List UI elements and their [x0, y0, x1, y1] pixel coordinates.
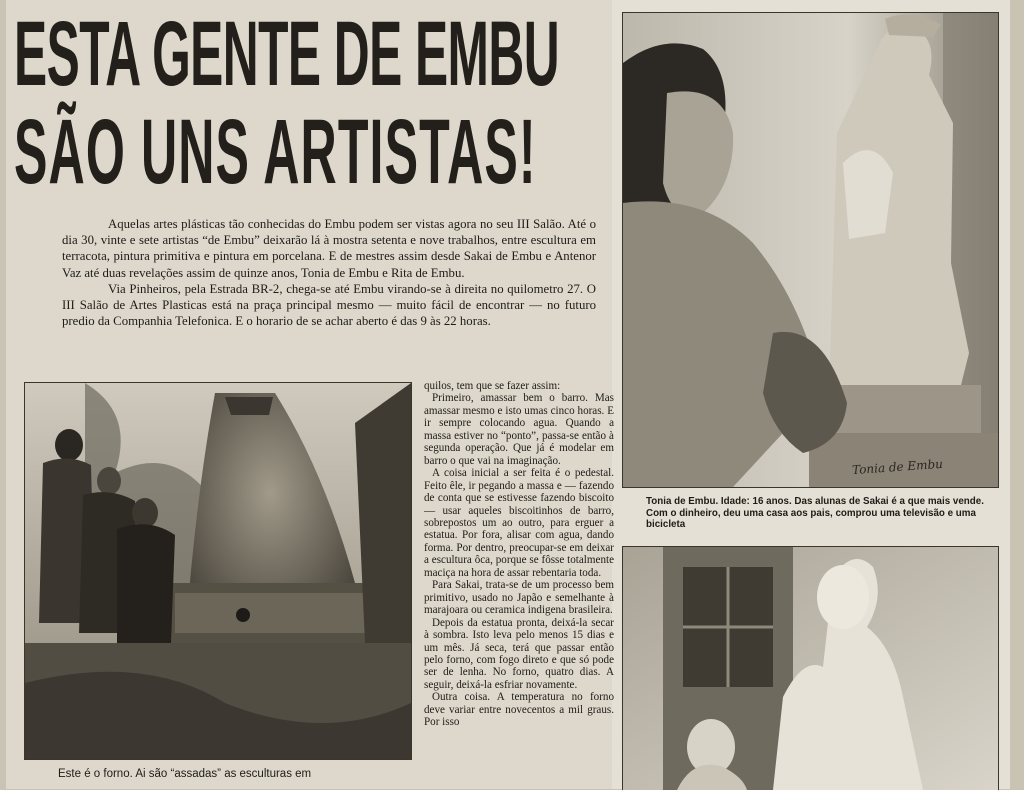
column-paragraph: A coisa inicial a ser feita é o pedestal. Feito êle, ir pegando a massa e — fazendo de conta que se estivesse fazendo biscoito — usar aqueles biscoitinhos de barro, sobrepostos um ao outro, para erguer a estatua. Por fora, alisar com agua, dando forma. Por dentro, preocupar-se em deixar a escultura ôca, porque se fôsse totalmente maciça na hora de assar rebentaria toda. [424, 467, 614, 579]
kiln-photo-icon [24, 382, 412, 760]
column-paragraph: Primeiro, amassar bem o barro. Mas amassar mesmo e isto umas cinco horas. E ir sempre colocando agua. Quando a massa estiver no “ponto”, passa-se então à segunda operação. Que já é modelar em barro o que vai na imaginação. [424, 392, 614, 467]
column-paragraph: Depois da estatua pronta, deixá-la secar à sombra. Isto leva pelo menos 15 dias e um mês. Já seca, terá que passar então pelo forno, com fogo direto e que só pode ser de lenha. No forno, quatro dias. A seguir, deixá-la esfriar novamente. [424, 616, 614, 691]
column-paragraph: Outra coisa. A temperatura no forno deve variar entre novecentos a mil graus. Por isso [424, 691, 614, 729]
tonia-caption: Tonia de Embu. Idade: 16 anos. Das alunas de Sakai é a que mais vende. Com o dinheiro, deu uma casa aos pais, comprou uma televisão e uma bicicleta [646, 496, 984, 530]
article-column [424, 380, 614, 729]
lead-text [62, 216, 596, 329]
sculptor-portrait-icon [622, 12, 999, 488]
column-paragraph: quilos, tem que se fazer assim: [424, 380, 561, 392]
lead-paragraph: Via Pinheiros, pela Estrada BR-2, chega-se até Embu virando-se à direita no quilometro 27. O III Salão de Artes Plasticas está na praça principal mesmo — muito fácil de encontrar — no futuro predio da Companhia Telefonica. E o horario de se achar aberto é das 9 às 22 horas. [62, 281, 596, 329]
headline-line-1: ESTA GENTE DE EMBU [14, 3, 560, 105]
oven-caption: Este é o forno. Ai são “assadas” as esculturas em [58, 768, 312, 780]
photo-signature: Tonia de Embu [851, 456, 944, 478]
lead-paragraph: Aquelas artes plásticas tão conhecidas do Embu podem ser vistas agora no seu III Salão. Até o dia 30, vinte e sete artistas “de Embu” deixarão lá à mostra setenta e nove trabalhos, entre escultura em terracota, pintura primitiva e pintura em porcelana. E de mestres assim desde Sakai de Embu e Antenor Vaz até duas revelações assim de quinze anos, Tonia de Embu e Rita de Embu. [62, 217, 596, 280]
sculpture-photo-icon [622, 546, 999, 790]
headline-line-2: SÃO UNS ARTISTAS! [14, 101, 537, 203]
column-paragraph: Para Sakai, trata-se de um processo bem primitivo, usado no Japão e semelhante à marajoara ou ceramica indigena brasileira. [424, 579, 614, 617]
